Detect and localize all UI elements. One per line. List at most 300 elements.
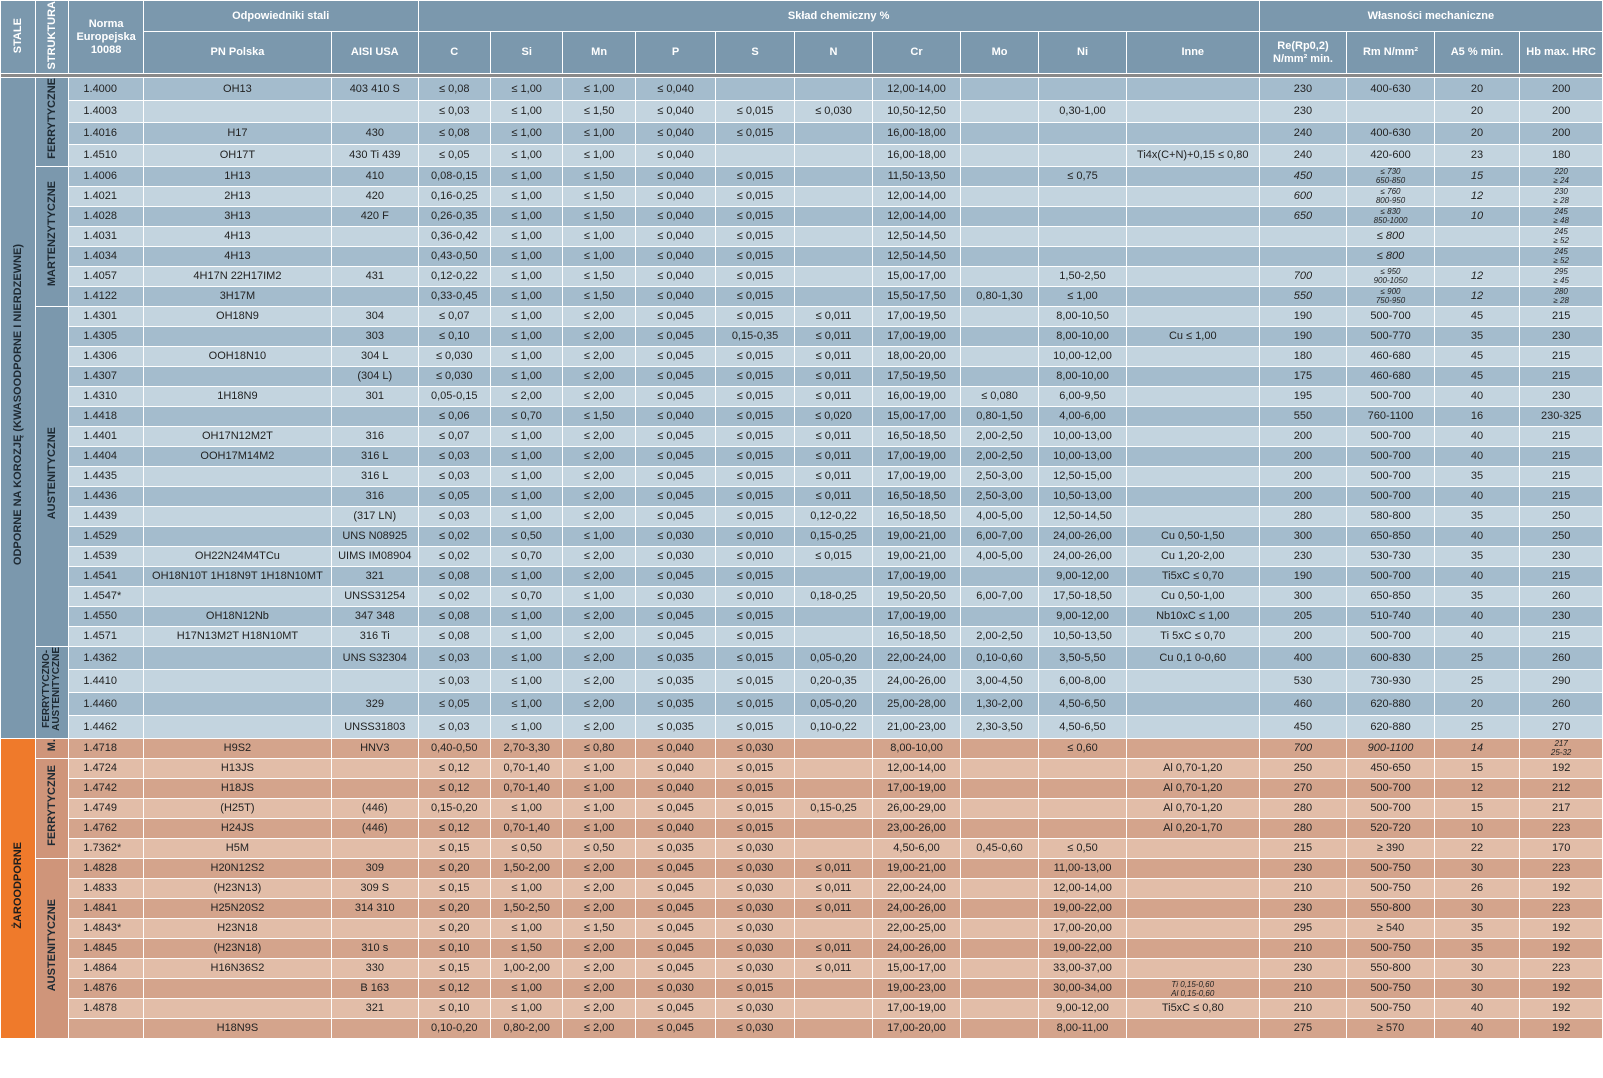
table-cell: ≤ 1,50	[563, 407, 634, 426]
table-cell: ≤ 1,00	[491, 507, 562, 526]
table-row	[1, 167, 1602, 186]
header-sklad: Skład chemiczny %	[419, 1, 1259, 31]
table-cell: 260	[1520, 587, 1602, 606]
table-cell: ≤ 2,00	[563, 939, 634, 958]
table-cell: ≤ 0,015	[716, 367, 793, 386]
table-cell: ≤ 0,030	[636, 527, 715, 546]
table-cell: 8,00-10,50	[1039, 307, 1126, 326]
table-row	[1, 427, 1602, 446]
table-cell: 40	[1435, 527, 1520, 546]
table-cell: 190	[1260, 567, 1347, 586]
table-cell: ≤ 0,011	[795, 367, 872, 386]
table-cell	[795, 78, 872, 99]
table-cell: ≤ 2,00	[563, 547, 634, 566]
table-cell: UNSS31803	[332, 716, 418, 738]
table-row	[1, 407, 1602, 426]
table-cell	[1127, 899, 1259, 918]
table-cell: 195	[1260, 387, 1347, 406]
table-cell: ≤ 0,015	[716, 387, 793, 406]
table-cell	[1260, 227, 1347, 246]
table-cell: 250	[1520, 507, 1602, 526]
table-cell: ≤ 0,030	[716, 879, 793, 898]
table-cell: ≤ 0,040	[636, 123, 715, 144]
table-cell: 12,50-15,00	[1039, 467, 1126, 486]
table-cell: ≤ 1,00	[491, 287, 562, 306]
table-cell: 1.4307	[69, 367, 142, 386]
table-cell: ≤ 0,015	[716, 447, 793, 466]
table-cell	[961, 779, 1038, 798]
header-p: P	[636, 32, 715, 73]
table-cell: 6,00-9,50	[1039, 387, 1126, 406]
table-cell: (H23N13)	[144, 879, 331, 898]
table-cell: ≥ 540	[1347, 919, 1434, 938]
table-cell: HNV3	[332, 739, 418, 758]
table-cell: 200	[1260, 627, 1347, 646]
table-cell	[961, 959, 1038, 978]
table-cell: 16,00-18,00	[873, 145, 960, 166]
table-cell: ≤ 1,00	[563, 527, 634, 546]
table-cell: 1.4833	[69, 879, 142, 898]
table-cell: H18JS	[144, 779, 331, 798]
table-cell	[795, 227, 872, 246]
table-cell: Cu ≤ 1,00	[1127, 327, 1259, 346]
table-cell	[144, 716, 331, 738]
table-cell: 30	[1435, 859, 1520, 878]
table-cell: 30	[1435, 899, 1520, 918]
table-cell: 280 ≥ 28	[1520, 287, 1602, 306]
table-cell: ≤ 0,12	[419, 759, 490, 778]
table-cell: 303	[332, 327, 418, 346]
table-cell: ≤ 0,040	[636, 227, 715, 246]
table-cell: 20	[1435, 78, 1520, 99]
table-cell: 35	[1435, 327, 1520, 346]
table-cell: 280	[1260, 507, 1347, 526]
table-cell: OOH17M14M2	[144, 447, 331, 466]
table-cell: ≤ 1,00	[563, 779, 634, 798]
table-cell: 0,80-1,30	[961, 287, 1038, 306]
table-cell: ≤ 2,00	[563, 693, 634, 715]
header-n: N	[795, 32, 872, 73]
table-cell: ≤ 0,08	[419, 123, 490, 144]
table-cell: 230	[1520, 607, 1602, 626]
table-cell: ≤ 0,015	[716, 487, 793, 506]
table-cell: ≤ 1,00	[491, 123, 562, 144]
table-cell: ≤ 0,015	[716, 779, 793, 798]
table-cell: ≤ 0,040	[636, 819, 715, 838]
table-cell: ≤ 0,08	[419, 607, 490, 626]
table-cell: 12,50-14,50	[1039, 507, 1126, 526]
table-cell: ≤ 0,011	[795, 859, 872, 878]
table-cell: ≤ 1,00	[563, 227, 634, 246]
table-cell: ≤ 2,00	[563, 999, 634, 1018]
table-row	[1, 367, 1602, 386]
table-cell: 170	[1520, 839, 1602, 858]
table-cell: ≤ 0,03	[419, 670, 490, 692]
table-cell: 215	[1520, 467, 1602, 486]
table-cell: H17	[144, 123, 331, 144]
table-cell: 212	[1520, 779, 1602, 798]
header-struktura: STRUKTURA	[36, 1, 68, 73]
table-cell: ≤ 0,015	[716, 693, 793, 715]
table-cell: 22,00-24,00	[873, 879, 960, 898]
table-cell: 14	[1435, 739, 1520, 758]
table-cell	[961, 327, 1038, 346]
header-c: C	[419, 32, 490, 73]
table-cell: ≤ 0,040	[636, 779, 715, 798]
table-cell: 0,70-1,40	[491, 819, 562, 838]
table-cell: ≤ 0,015	[716, 670, 793, 692]
table-cell: 0,05-0,20	[795, 647, 872, 669]
table-cell: 309 S	[332, 879, 418, 898]
table-cell	[961, 145, 1038, 166]
table-cell: 25,00-28,00	[873, 693, 960, 715]
table-cell: 215	[1520, 487, 1602, 506]
table-cell: 1.4122	[69, 287, 142, 306]
table-cell: ≤ 0,15	[419, 959, 490, 978]
table-cell	[1127, 287, 1259, 306]
table-cell	[961, 307, 1038, 326]
table-cell	[1127, 507, 1259, 526]
table-cell: 1.4460	[69, 693, 142, 715]
table-cell: 1,50-2,50	[491, 899, 562, 918]
table-cell: ≤ 1,00	[491, 716, 562, 738]
table-cell: ≤ 1,00	[491, 145, 562, 166]
table-cell: ≤ 0,040	[636, 78, 715, 99]
table-cell: ≤ 0,040	[636, 267, 715, 286]
table-cell: 16	[1435, 407, 1520, 426]
table-cell	[1127, 267, 1259, 286]
table-cell: 9,00-12,00	[1039, 567, 1126, 586]
table-cell: ≤ 1,00	[491, 78, 562, 99]
table-cell: 1.4742	[69, 779, 142, 798]
table-cell: (317 LN)	[332, 507, 418, 526]
table-cell: 17,00-19,00	[873, 607, 960, 626]
table-cell: 230	[1260, 101, 1347, 122]
table-cell: (446)	[332, 799, 418, 818]
table-cell: 10,00-13,00	[1039, 447, 1126, 466]
table-cell: ≤ 2,00	[563, 670, 634, 692]
table-cell: 40	[1435, 607, 1520, 626]
structure-label: FERRYTYCZNE	[36, 78, 68, 166]
table-cell: 200	[1520, 78, 1602, 99]
table-cell	[1039, 78, 1126, 99]
structure-label: MARTENZYTYCZNE	[36, 167, 68, 306]
table-cell	[1127, 839, 1259, 858]
table-cell: Ti 5xC ≤ 0,70	[1127, 627, 1259, 646]
table-cell: ≤ 0,045	[636, 487, 715, 506]
table-cell	[961, 227, 1038, 246]
table-cell: ≤ 0,50	[1039, 839, 1126, 858]
table-cell: ≤ 1,00	[563, 78, 634, 99]
table-cell: ≤ 0,015	[716, 759, 793, 778]
table-cell: 215	[1520, 367, 1602, 386]
header-mo: Mo	[961, 32, 1038, 73]
table-cell: 3,00-4,50	[961, 670, 1038, 692]
table-cell: ≤ 0,011	[795, 327, 872, 346]
table-cell: 45	[1435, 307, 1520, 326]
table-cell: ≤ 0,015	[716, 507, 793, 526]
table-cell: 230	[1260, 547, 1347, 566]
table-cell: 400-630	[1347, 78, 1434, 99]
table-cell: ≤ 0,030	[716, 959, 793, 978]
table-cell: 200	[1260, 447, 1347, 466]
table-cell: ≤ 1,00	[491, 207, 562, 226]
table-cell: ≤ 1,00	[563, 799, 634, 818]
table-cell: 223	[1520, 819, 1602, 838]
table-cell: 15,00-17,00	[873, 267, 960, 286]
table-row	[1, 487, 1602, 506]
table-cell	[795, 567, 872, 586]
table-cell: ≤ 0,015	[716, 347, 793, 366]
table-cell: ≤ 0,035	[636, 670, 715, 692]
table-cell	[332, 287, 418, 306]
table-cell	[1127, 670, 1259, 692]
table-cell: Al 0,20-1,70	[1127, 819, 1259, 838]
table-cell: Nb10xC ≤ 1,00	[1127, 607, 1259, 626]
table-cell: ≤ 0,60	[1039, 739, 1126, 758]
table-cell: (H25T)	[144, 799, 331, 818]
table-cell: ≤ 0,50	[491, 839, 562, 858]
table-cell	[1039, 123, 1126, 144]
table-cell	[795, 607, 872, 626]
table-cell	[961, 267, 1038, 286]
table-cell: 10,00-12,00	[1039, 347, 1126, 366]
table-cell: 1.4571	[69, 627, 142, 646]
table-row	[1, 587, 1602, 606]
table-cell: 430	[332, 123, 418, 144]
table-cell	[332, 759, 418, 778]
table-cell: 230	[1260, 859, 1347, 878]
table-cell: H17N13M2T H18N10MT	[144, 627, 331, 646]
table-cell: 35	[1435, 547, 1520, 566]
table-cell: 200	[1520, 101, 1602, 122]
table-cell: ≤ 0,015	[716, 467, 793, 486]
table-cell: 16,50-18,50	[873, 427, 960, 446]
table-cell: 1.4843*	[69, 919, 142, 938]
structure-label: M.	[36, 739, 68, 758]
table-cell: 35	[1435, 467, 1520, 486]
table-cell: 250	[1520, 527, 1602, 546]
table-cell: 2,00-2,50	[961, 627, 1038, 646]
table-row	[1, 527, 1602, 546]
table-cell: 2,50-3,00	[961, 467, 1038, 486]
table-row	[1, 101, 1602, 122]
table-cell: 190	[1260, 307, 1347, 326]
table-row	[1, 447, 1602, 466]
table-cell: ≤ 1,00	[491, 247, 562, 266]
table-cell: 420	[332, 187, 418, 206]
table-cell	[1127, 939, 1259, 958]
table-cell	[144, 327, 331, 346]
table-cell	[1127, 919, 1259, 938]
table-cell: ≤ 0,011	[795, 899, 872, 918]
table-row	[1, 819, 1602, 838]
table-row	[1, 467, 1602, 486]
table-cell: ≤ 2,00	[563, 487, 634, 506]
table-cell	[1127, 101, 1259, 122]
table-cell: 23,00-26,00	[873, 819, 960, 838]
table-cell: ≤ 1,00	[563, 145, 634, 166]
table-row	[1, 839, 1602, 858]
table-cell: OOH18N10	[144, 347, 331, 366]
table-cell: 650-850	[1347, 527, 1434, 546]
table-cell: ≤ 1,50	[563, 167, 634, 186]
table-cell: ≤ 0,015	[716, 407, 793, 426]
table-row	[1, 919, 1602, 938]
table-cell: 1.4310	[69, 387, 142, 406]
table-cell: 0,05-0,20	[795, 693, 872, 715]
table-cell: 17,00-19,00	[873, 999, 960, 1018]
table-cell	[144, 647, 331, 669]
table-cell: 1.7362*	[69, 839, 142, 858]
table-cell: 1.4031	[69, 227, 142, 246]
table-row	[1, 227, 1602, 246]
table-row	[1, 307, 1602, 326]
table-cell: 304	[332, 307, 418, 326]
header-odpowiedniki: Odpowiedniki stali	[144, 1, 418, 31]
table-cell: ≤ 2,00	[563, 1019, 634, 1038]
table-cell: ≤ 800	[1347, 247, 1434, 266]
table-cell: ≤ 0,045	[636, 567, 715, 586]
table-cell: 230	[1260, 78, 1347, 99]
table-cell: ≤ 0,015	[716, 187, 793, 206]
table-cell: ≤ 1,50	[563, 187, 634, 206]
table-cell: ≤ 1,00	[491, 227, 562, 246]
table-cell: 4H13	[144, 227, 331, 246]
table-cell: 300	[1260, 587, 1347, 606]
table-row	[1, 247, 1602, 266]
table-cell: ≤ 0,20	[419, 899, 490, 918]
table-cell: (H23N18)	[144, 939, 331, 958]
table-cell: ≤ 1,00	[491, 347, 562, 366]
table-cell: ≤ 0,030	[716, 999, 793, 1018]
table-cell: 500-700	[1347, 627, 1434, 646]
table-cell: 215	[1520, 567, 1602, 586]
table-cell: 192	[1520, 879, 1602, 898]
table-cell: 300	[1260, 527, 1347, 546]
table-cell: ≤ 0,045	[636, 627, 715, 646]
table-cell: ≤ 0,040	[636, 187, 715, 206]
table-cell: 1.4305	[69, 327, 142, 346]
table-cell: 460-680	[1347, 367, 1434, 386]
table-cell	[1039, 819, 1126, 838]
table-row	[1, 879, 1602, 898]
table-cell: ≤ 0,015	[716, 819, 793, 838]
table-cell: 1.4435	[69, 467, 142, 486]
table-cell: 215	[1520, 627, 1602, 646]
table-cell: 1.4418	[69, 407, 142, 426]
table-cell: ≤ 0,045	[636, 939, 715, 958]
table-cell: ≤ 0,030	[795, 101, 872, 122]
table-cell: 215	[1520, 307, 1602, 326]
table-cell: 1.4436	[69, 487, 142, 506]
table-cell: Al 0,70-1,20	[1127, 799, 1259, 818]
table-cell: 500-700	[1347, 799, 1434, 818]
table-cell: ≤ 0,03	[419, 716, 490, 738]
table-cell: ≤ 1,50	[563, 919, 634, 938]
table-cell: 0,26-0,35	[419, 207, 490, 226]
table-cell: 16,00-19,00	[873, 387, 960, 406]
table-cell	[795, 739, 872, 758]
table-cell	[961, 101, 1038, 122]
table-row	[1, 507, 1602, 526]
table-row	[1, 739, 1602, 758]
table-cell: ≤ 0,011	[795, 307, 872, 326]
table-cell: 310 s	[332, 939, 418, 958]
header-wlasnosci: Własności mechaniczne	[1260, 1, 1602, 31]
table-cell	[1127, 407, 1259, 426]
table-cell: 1.4006	[69, 167, 142, 186]
table-cell: 316 L	[332, 467, 418, 486]
table-cell: ≤ 0,015	[716, 427, 793, 446]
table-cell: 330	[332, 959, 418, 978]
table-cell: ≤ 0,011	[795, 427, 872, 446]
table-cell: ≤ 2,00	[563, 879, 634, 898]
table-cell	[961, 187, 1038, 206]
table-cell: ≤ 2,00	[563, 367, 634, 386]
table-cell: 1.4718	[69, 739, 142, 758]
table-cell: ≤ 2,00	[563, 447, 634, 466]
table-cell: ≤ 2,00	[563, 567, 634, 586]
table-cell: 1.4016	[69, 123, 142, 144]
table-cell	[1127, 123, 1259, 144]
table-cell: 0,18-0,25	[795, 587, 872, 606]
table-cell: OH18N9	[144, 307, 331, 326]
table-cell	[144, 979, 331, 998]
table-cell: ≤ 0,011	[795, 347, 872, 366]
table-cell: 260	[1520, 693, 1602, 715]
table-cell: 295 ≥ 45	[1520, 267, 1602, 286]
table-cell: 1.4749	[69, 799, 142, 818]
header-rm: Rm N/mm²	[1347, 32, 1434, 73]
table-row	[1, 123, 1602, 144]
table-cell	[961, 247, 1038, 266]
table-cell: Ti 0,15-0,60 Al 0,15-0,60	[1127, 979, 1259, 998]
group-label: ODPORNE NA KOROZJĘ (KWASOODPORNE I NIERDZEWNE)	[1, 78, 35, 738]
table-cell: ≤ 0,50	[491, 527, 562, 546]
table-cell: ≤ 0,011	[795, 387, 872, 406]
table-cell: H18N9S	[144, 1019, 331, 1038]
table-cell: ≤ 1,00	[491, 647, 562, 669]
table-cell	[69, 1019, 142, 1038]
table-cell: ≤ 0,045	[636, 367, 715, 386]
table-cell: ≤ 1,00	[491, 799, 562, 818]
table-cell: ≤ 0,030	[636, 547, 715, 566]
table-cell: 8,00-10,00	[1039, 327, 1126, 346]
table-cell: 0,05-0,15	[419, 387, 490, 406]
table-cell: ≤ 900 750-950	[1347, 287, 1434, 306]
table-cell: 3,50-5,50	[1039, 647, 1126, 669]
table-cell: 21,00-23,00	[873, 716, 960, 738]
table-cell	[1127, 1019, 1259, 1038]
table-cell	[1039, 207, 1126, 226]
table-cell	[332, 1019, 418, 1038]
table-cell: 22	[1435, 839, 1520, 858]
table-cell: 19,50-20,50	[873, 587, 960, 606]
table-cell	[1127, 247, 1259, 266]
table-cell: 0,20-0,35	[795, 670, 872, 692]
table-cell: 217 25-32	[1520, 739, 1602, 758]
table-cell: ≤ 0,040	[636, 207, 715, 226]
table-cell: 403 410 S	[332, 78, 418, 99]
table-cell: ≤ 0,045	[636, 959, 715, 978]
table-cell: ≤ 0,040	[636, 145, 715, 166]
table-cell: ≤ 0,05	[419, 145, 490, 166]
table-cell: 210	[1260, 939, 1347, 958]
table-cell: UNS S32304	[332, 647, 418, 669]
table-cell: ≤ 0,045	[636, 799, 715, 818]
table-cell	[961, 207, 1038, 226]
